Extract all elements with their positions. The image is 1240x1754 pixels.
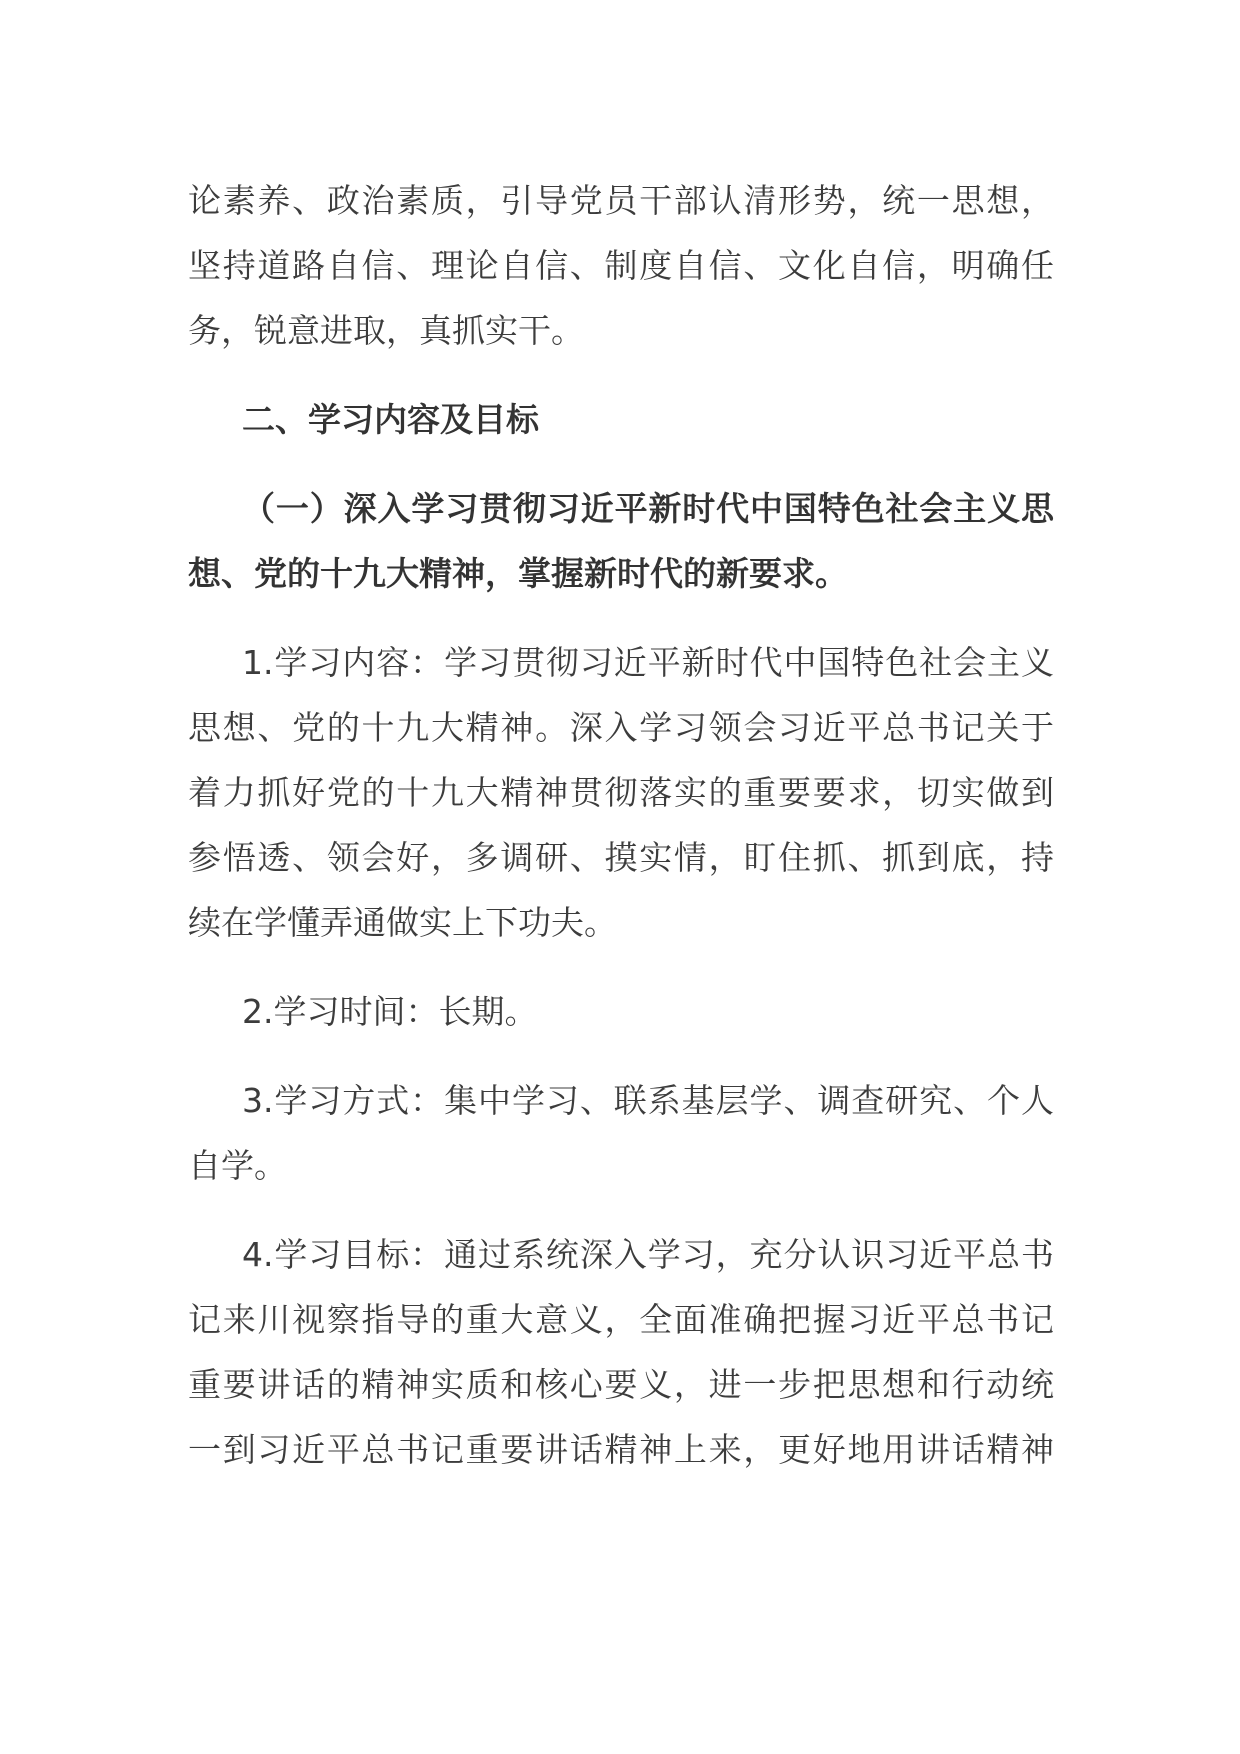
item-study-content xyxy=(188,630,1054,955)
paragraph-line: 1.学习内容：学习贯彻习近平新时代中国特色社会主义 xyxy=(242,643,1054,682)
paragraph-line: 自学。 xyxy=(188,1146,287,1185)
paragraph-line: 2.学习时间：长期。 xyxy=(242,992,538,1031)
paragraph-line: 一到习近平总书记重要讲话精神上来，更好地用讲话精神 xyxy=(188,1430,1054,1469)
continuation-paragraph xyxy=(188,168,1054,363)
paragraph-line: 着力抓好党的十九大精神贯彻落实的重要要求，切实做到 xyxy=(188,773,1054,812)
paragraph-line: 坚持道路自信、理论自信、制度自信、文化自信，明确任 xyxy=(188,246,1054,285)
section-heading xyxy=(188,387,1054,452)
item-study-goal xyxy=(188,1222,1054,1482)
item-study-method xyxy=(188,1068,1054,1198)
paragraph-line: 续在学懂弄通做实上下功夫。 xyxy=(188,903,617,942)
paragraph-line: 思想、党的十九大精神。深入学习领会习近平总书记关于 xyxy=(188,708,1054,747)
subsection-heading xyxy=(188,476,1054,606)
paragraph-line: 务，锐意进取，真抓实干。 xyxy=(188,311,584,350)
item-study-time xyxy=(188,979,1054,1044)
document-page xyxy=(188,168,1054,1506)
subsection-heading-line: （一）深入学习贯彻习近平新时代中国特色社会主义思 xyxy=(242,489,1054,528)
paragraph-line: 论素养、政治素质，引导党员干部认清形势，统一思想， xyxy=(188,181,1054,220)
subsection-heading-line: 想、党的十九大精神，掌握新时代的新要求。 xyxy=(188,554,848,593)
paragraph-line: 4.学习目标：通过系统深入学习，充分认识习近平总书 xyxy=(242,1235,1054,1274)
paragraph-line: 参悟透、领会好，多调研、摸实情，盯住抓、抓到底，持 xyxy=(188,838,1054,877)
paragraph-line: 记来川视察指导的重大意义，全面准确把握习近平总书记 xyxy=(188,1300,1054,1339)
section-heading-text: 二、学习内容及目标 xyxy=(242,400,539,439)
paragraph-line: 重要讲话的精神实质和核心要义，进一步把思想和行动统 xyxy=(188,1365,1054,1404)
paragraph-line: 3.学习方式：集中学习、联系基层学、调查研究、个人 xyxy=(242,1081,1054,1120)
